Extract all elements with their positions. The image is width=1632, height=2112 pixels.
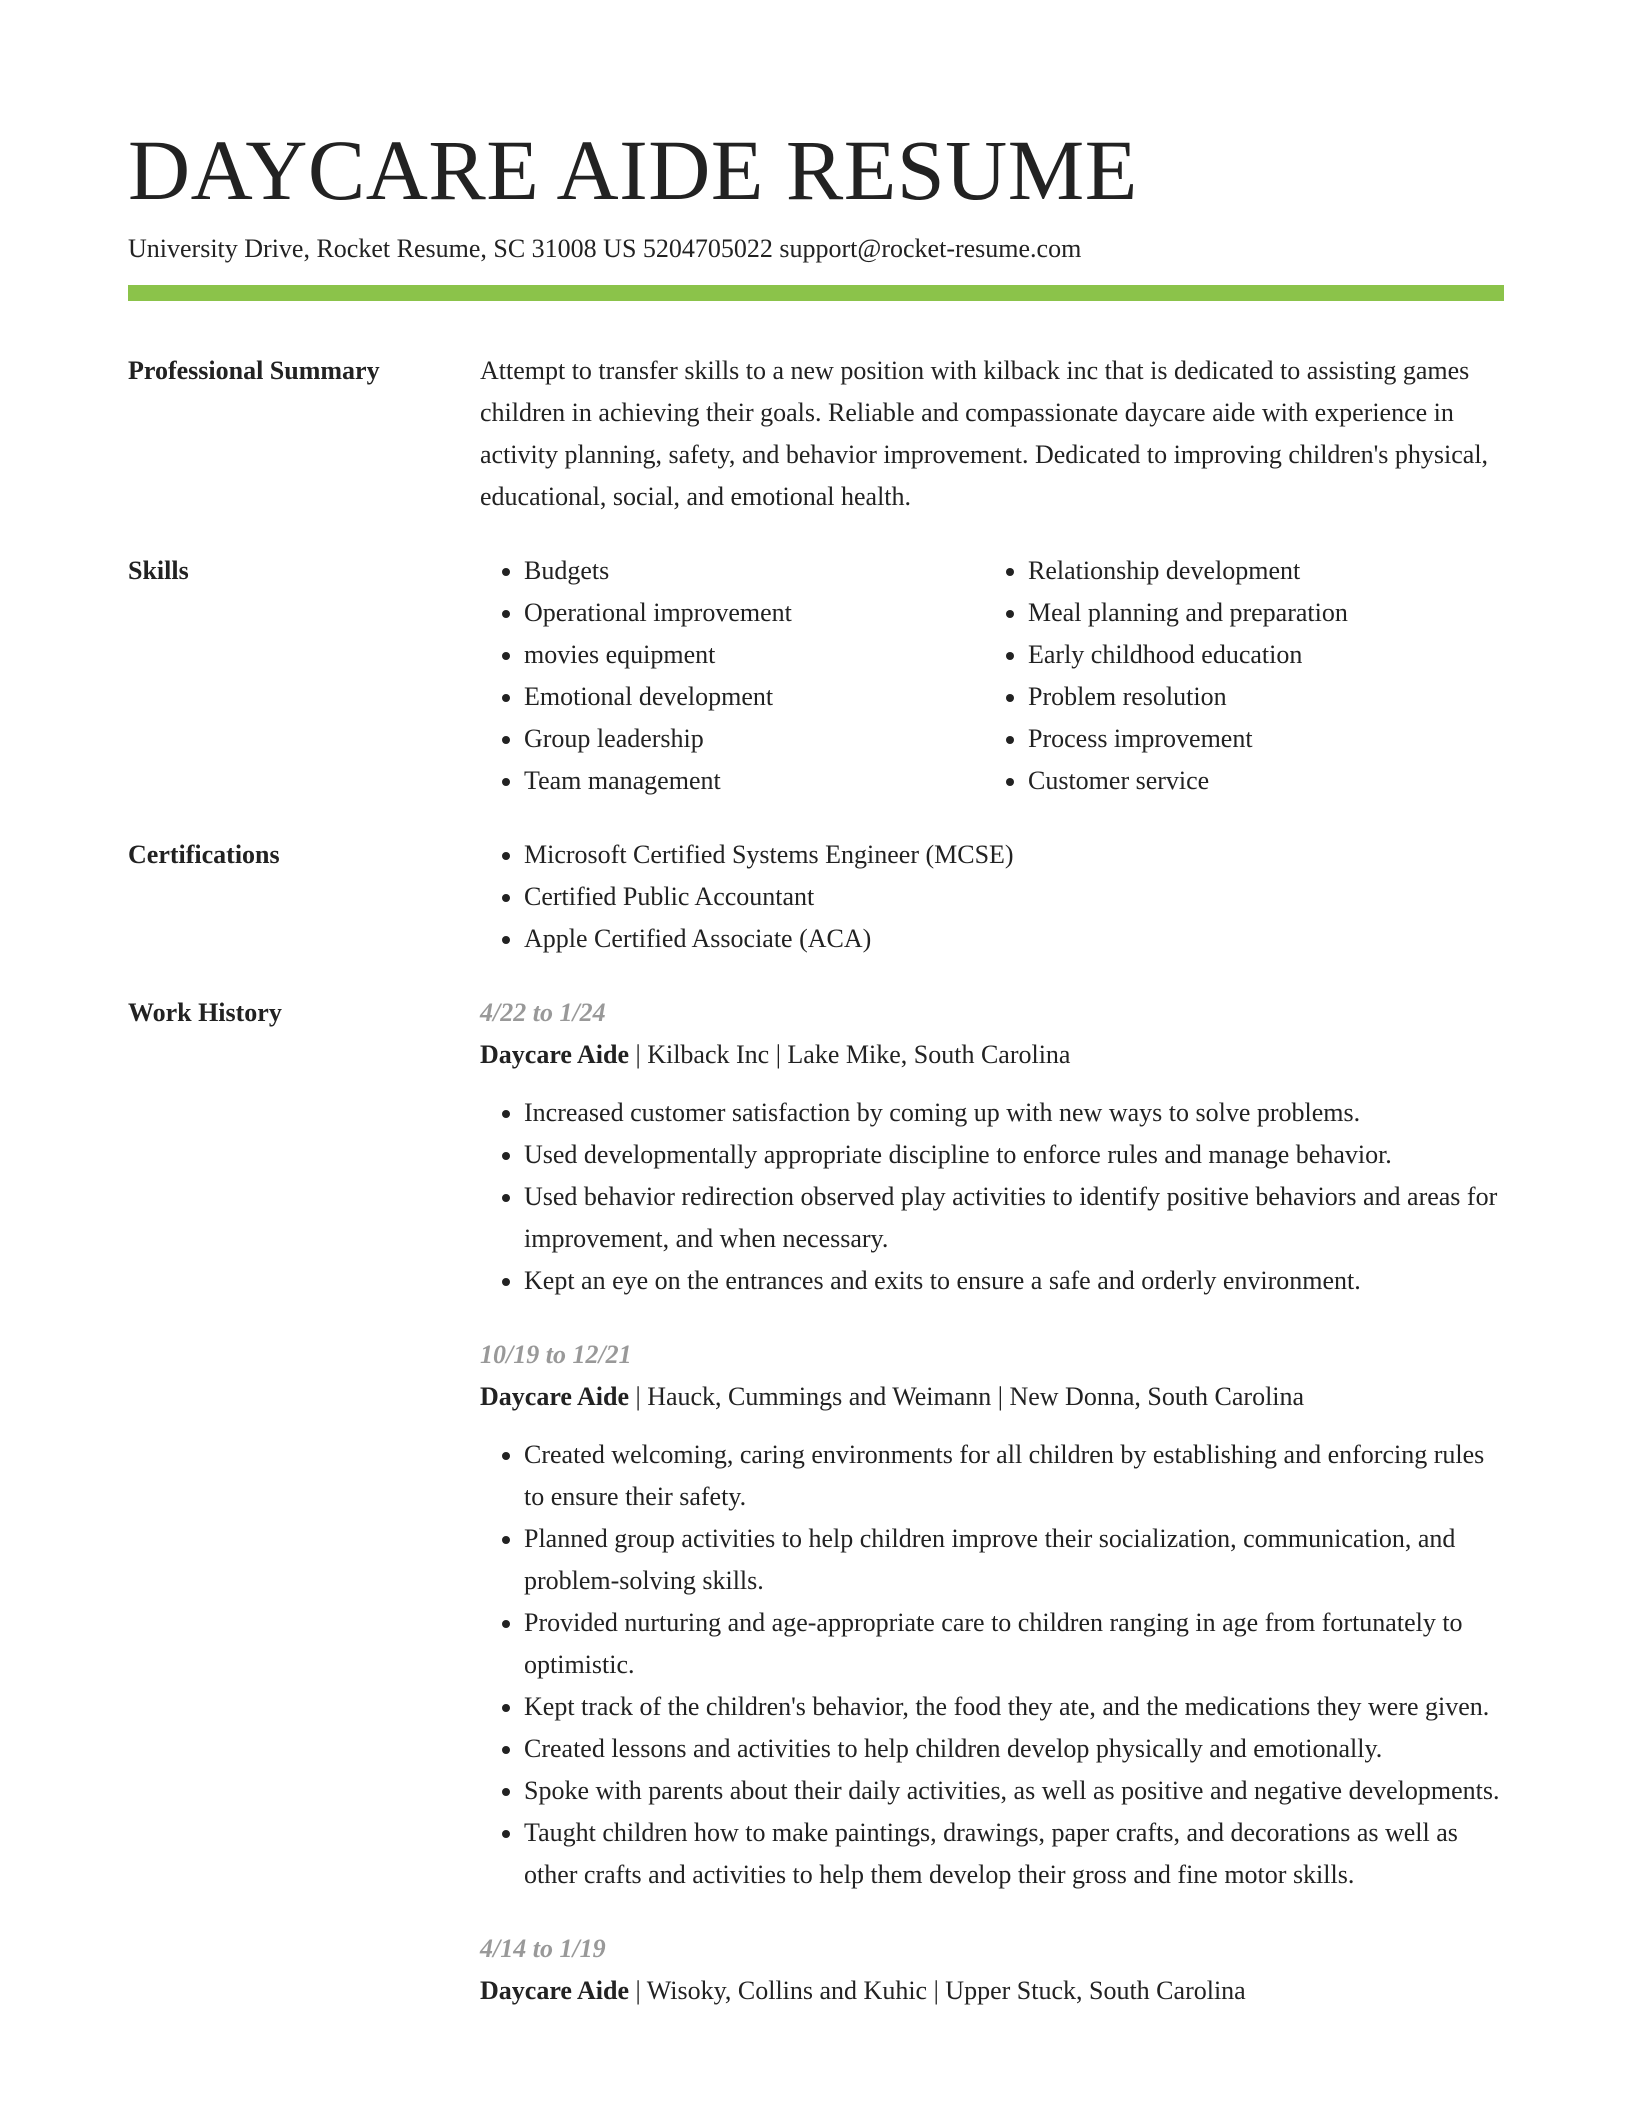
certifications-label: Certifications <box>128 840 280 869</box>
job-entry <box>480 1334 1504 1896</box>
resume-title: DAYCARE AIDE RESUME <box>128 122 1138 218</box>
certification-item: • Certified Public Accountant <box>524 876 1504 918</box>
skill-item: • Operational improvement <box>524 592 984 634</box>
job-title-line <box>480 1034 1504 1076</box>
job-title-line <box>480 1376 1504 1418</box>
skill-item: • Problem resolution <box>1028 676 1548 718</box>
skill-item: • Relationship development <box>1028 550 1548 592</box>
job-role: Daycare Aide <box>480 1976 629 2005</box>
job-bullet: • Created welcoming, caring environments for all children by establishing and enforcing rules to ensure their safety. <box>524 1434 1504 1518</box>
job-bullet: • Spoke with parents about their daily activities, as well as positive and negative developments. <box>524 1770 1504 1812</box>
job-entry <box>480 1928 1504 2012</box>
job-details: | Wisoky, Collins and Kuhic | Upper Stuck, South Carolina <box>629 1976 1246 2005</box>
job-bullets <box>480 1434 1504 1896</box>
skills-label: Skills <box>128 556 189 585</box>
skill-item: • Group leadership <box>524 718 984 760</box>
summary-label: Professional Summary <box>128 356 380 385</box>
job-title-line <box>480 1970 1504 2012</box>
contact-info: University Drive, Rocket Resume, SC 31008 US 5204705022 support@rocket-resume.com <box>128 234 1082 263</box>
job-bullet: • Kept track of the children's behavior, the food they ate, and the medications they were given. <box>524 1686 1504 1728</box>
job-role: Daycare Aide <box>480 1382 629 1411</box>
skill-item: • Process improvement <box>1028 718 1548 760</box>
job-bullet: • Created lessons and activities to help children develop physically and emotionally. <box>524 1728 1504 1770</box>
skill-item: • Early childhood education <box>1028 634 1548 676</box>
skill-item: • Meal planning and preparation <box>1028 592 1548 634</box>
job-date: 10/19 to 12/21 <box>480 1340 632 1369</box>
job-details: | Kilback Inc | Lake Mike, South Carolina <box>629 1040 1071 1069</box>
skill-item: • Budgets <box>524 550 984 592</box>
job-bullet: • Taught children how to make paintings, drawings, paper crafts, and decorations as well as other crafts and activities to help them develop their gross and fine motor skills. <box>524 1812 1504 1896</box>
job-bullet: • Planned group activities to help children improve their socialization, communication, and problem-solving skills. <box>524 1518 1504 1602</box>
summary-text: Attempt to transfer skills to a new position with kilback inc that is dedicated to assisting games children in achieving their goals. Reliable and compassionate daycare aide with experience in activity planning, safety, and behavior improvement. Dedicated to improving children's physical, educational, social, and emotional health. <box>480 356 1489 511</box>
certifications-list <box>480 834 1504 960</box>
skills-list-left <box>480 550 984 802</box>
skill-item: • Team management <box>524 760 984 802</box>
job-bullet: • Used developmentally appropriate discipline to enforce rules and manage behavior. <box>524 1134 1504 1176</box>
job-role: Daycare Aide <box>480 1040 629 1069</box>
skills-list-right <box>984 550 1548 802</box>
job-date: 4/22 to 1/24 <box>480 998 606 1027</box>
certification-item: • Apple Certified Associate (ACA) <box>524 918 1504 960</box>
job-bullet: • Kept an eye on the entrances and exits to ensure a safe and orderly environment. <box>524 1260 1504 1302</box>
skill-item: • Emotional development <box>524 676 984 718</box>
job-bullet: • Used behavior redirection observed play activities to identify positive behaviors and areas for improvement, and when necessary. <box>524 1176 1504 1260</box>
certification-item: • Microsoft Certified Systems Engineer (MCSE) <box>524 834 1504 876</box>
skill-item: • Customer service <box>1028 760 1548 802</box>
job-details: | Hauck, Cummings and Weimann | New Donna, South Carolina <box>629 1382 1305 1411</box>
header-divider <box>128 285 1504 301</box>
job-bullet: • Increased customer satisfaction by coming up with new ways to solve problems. <box>524 1092 1504 1134</box>
skill-item: • movies equipment <box>524 634 984 676</box>
work-history-label: Work History <box>128 998 282 1027</box>
job-entry <box>480 992 1504 1302</box>
job-bullets <box>480 1092 1504 1302</box>
job-date: 4/14 to 1/19 <box>480 1934 606 1963</box>
job-bullet: • Provided nurturing and age-appropriate care to children ranging in age from fortunately to optimistic. <box>524 1602 1504 1686</box>
